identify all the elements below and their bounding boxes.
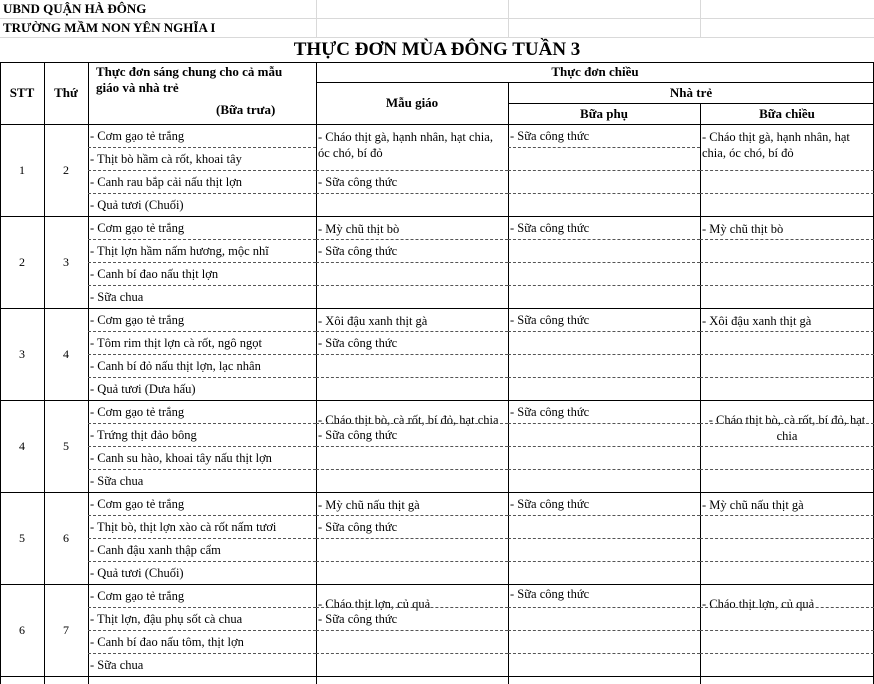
row-dash-separator [700, 515, 874, 516]
row-dash-separator [700, 377, 874, 378]
bua-phu-dish: - Sữa công thức [510, 497, 590, 511]
bua-chieu-dish: - Cháo thịt bò, cà rốt, bí đỏ, hạt chia [708, 413, 866, 443]
morning-dish: - Thịt lợn, đậu phụ sốt cà chua [90, 612, 243, 626]
row-dash-separator [700, 354, 874, 355]
bua-phu-dish: - Sữa công thức [510, 313, 590, 327]
row-dash-separator [508, 423, 700, 424]
row-dash-separator [508, 285, 700, 286]
stt-cell: 6 [19, 623, 25, 637]
mau-giao-milk: - Sữa công thức [318, 175, 398, 189]
bua-phu-dish: - Sữa công thức [510, 587, 590, 601]
morning-dish: - Thịt lợn hầm nấm hương, mộc nhĩ [90, 244, 269, 258]
row-dash-separator [88, 331, 316, 332]
thu-cell: 6 [63, 531, 69, 545]
morning-dish: - Tôm rim thịt lợn cà rốt, ngô ngọt [90, 336, 262, 350]
row-dash-separator [700, 446, 874, 447]
menu-title: THỰC ĐƠN MÙA ĐÔNG TUẦN 3 [293, 39, 581, 60]
table-border [0, 584, 874, 585]
morning-dish: - Thịt bò hầm cà rốt, khoai tây [90, 152, 242, 166]
stt-cell: 3 [19, 347, 25, 361]
row-dash-separator [508, 354, 700, 355]
mau-giao-milk: - Sữa công thức [318, 520, 398, 534]
mau-giao-milk: - Sữa công thức [318, 336, 398, 350]
table-border [508, 103, 874, 104]
col-header-morning [88, 64, 316, 124]
morning-dish: - Quả tươi (Dưa hấu) [90, 382, 196, 396]
col-header-thu: Thứ [54, 85, 78, 100]
header-gridline [700, 0, 701, 38]
col-header-morning-line2: giáo và nhà trẻ [96, 80, 179, 95]
row-dash-separator [316, 193, 508, 194]
row-dash-separator [700, 561, 874, 562]
row-dash-separator [316, 354, 508, 355]
table-border [0, 308, 874, 309]
row-dash-separator [508, 538, 700, 539]
thu-cell: 7 [63, 623, 69, 637]
row-dash-separator [88, 423, 316, 424]
row-dash-separator [316, 423, 508, 424]
row-dash-separator [700, 262, 874, 263]
bua-chieu-dish: - Cháo thịt lợn, củ quả [702, 597, 815, 611]
row-dash-separator [316, 515, 508, 516]
row-dash-separator [316, 377, 508, 378]
table-border [0, 216, 874, 217]
col-header-mau-giao: Mẫu giáo [385, 95, 439, 110]
mau-giao-dish: - Xôi đậu xanh thịt gà [318, 314, 428, 328]
bua-chieu-dish: - Mỳ chũ thịt bò [702, 222, 784, 236]
stt-cell: 4 [19, 439, 25, 453]
morning-dish: - Quả tươi (Chuối) [90, 198, 184, 212]
morning-dish: - Cơm gạo tẻ trắng [90, 221, 185, 235]
morning-dish: - Thịt bò, thịt lợn xào cà rốt nấm tươi [90, 520, 277, 534]
col-header-bua-chieu: Bữa chiều [759, 106, 815, 121]
row-dash-separator [88, 193, 316, 194]
thu-cell: 3 [63, 255, 69, 269]
row-dash-separator [88, 377, 316, 378]
row-dash-separator [316, 446, 508, 447]
table-border [316, 82, 874, 83]
row-dash-separator [508, 239, 700, 240]
row-dash-separator [700, 423, 874, 424]
row-dash-separator [88, 630, 316, 631]
morning-dish: - Cơm gạo tẻ trắng [90, 129, 185, 143]
morning-dish: - Trứng thịt đảo bông [90, 428, 197, 442]
table-border [0, 124, 874, 125]
school-name: TRƯỜNG MẦM NON YÊN NGHĨA I [3, 20, 216, 35]
row-dash-separator [88, 469, 316, 470]
row-dash-separator [508, 561, 700, 562]
mau-giao-milk: - Sữa công thức [318, 244, 398, 258]
row-dash-separator [700, 607, 874, 608]
mau-giao-milk: - Sữa công thức [318, 612, 398, 626]
row-dash-separator [88, 607, 316, 608]
row-dash-separator [508, 607, 700, 608]
header-gridline [508, 0, 509, 38]
row-dash-separator [700, 285, 874, 286]
district-label: UBND QUẬN HÀ ĐÔNG [3, 1, 147, 16]
row-dash-separator [700, 170, 874, 171]
stt-cell: 5 [19, 531, 25, 545]
bua-phu-dish: - Sữa công thức [510, 129, 590, 143]
row-dash-separator [508, 147, 700, 148]
row-dash-separator [316, 331, 508, 332]
row-dash-separator [508, 630, 700, 631]
stt-cell: 2 [19, 255, 25, 269]
col-header-morning-line3: (Bữa trưa) [216, 102, 276, 117]
row-dash-separator [88, 515, 316, 516]
row-dash-separator [88, 446, 316, 447]
thu-cell: 5 [63, 439, 69, 453]
morning-dish: - Sữa chua [90, 474, 144, 488]
row-dash-separator [316, 239, 508, 240]
row-dash-separator [508, 515, 700, 516]
row-dash-separator [316, 630, 508, 631]
row-dash-separator [88, 262, 316, 263]
morning-dish: - Canh bí đao nấu tôm, thịt lợn [90, 635, 244, 649]
row-dash-separator [700, 469, 874, 470]
mau-giao-dish: - Cháo thịt lợn, củ quả [318, 597, 431, 611]
mau-giao-milk: - Sữa công thức [318, 428, 398, 442]
morning-dish: - Cơm gạo tẻ trắng [90, 313, 185, 327]
row-dash-separator [316, 262, 508, 263]
stt-cell: 1 [19, 163, 25, 177]
row-dash-separator [508, 331, 700, 332]
morning-dish: - Sữa chua [90, 290, 144, 304]
thu-cell: 4 [63, 347, 69, 361]
row-dash-separator [316, 469, 508, 470]
row-dash-separator [508, 193, 700, 194]
mau-giao-dish: - Mỳ chũ thịt bò [318, 222, 400, 236]
col-header-stt: STT [9, 85, 35, 100]
mau-giao-dish: - Cháo thịt gà, hạnh nhân, hạt chia, óc chó, bí đỏ [318, 130, 493, 160]
morning-dish: - Canh rau bắp cải nấu thịt lợn [90, 175, 243, 189]
row-dash-separator [508, 170, 700, 171]
morning-dish: - Cơm gạo tẻ trắng [90, 497, 185, 511]
table-border [0, 62, 874, 63]
row-dash-separator [316, 607, 508, 608]
row-dash-separator [700, 653, 874, 654]
table-border [700, 103, 701, 684]
row-dash-separator [88, 147, 316, 148]
row-dash-separator [88, 653, 316, 654]
morning-dish: - Cơm gạo tẻ trắng [90, 405, 185, 419]
col-header-nha-tre: Nhà trẻ [669, 85, 713, 100]
row-dash-separator [508, 262, 700, 263]
row-dash-separator [508, 446, 700, 447]
morning-dish: - Canh bí đao nấu thịt lợn [90, 267, 219, 281]
col-header-afternoon: Thực đơn chiều [551, 64, 639, 79]
row-dash-separator [508, 469, 700, 470]
header-gridline [0, 18, 874, 19]
bua-chieu-dish: - Mỳ chũ nấu thịt gà [702, 498, 804, 512]
table-border [0, 492, 874, 493]
row-dash-separator [700, 193, 874, 194]
row-dash-separator [88, 561, 316, 562]
row-dash-separator [88, 354, 316, 355]
row-dash-separator [88, 170, 316, 171]
row-dash-separator [88, 285, 316, 286]
bua-phu-dish: - Sữa công thức [510, 405, 590, 419]
mau-giao-dish: - Mỳ chũ nấu thịt gà [318, 498, 420, 512]
mau-giao-dish: - Cháo thịt bò, cà rốt, bí đỏ, hạt chia [318, 413, 499, 427]
table-border [508, 82, 509, 684]
morning-dish: - Sữa chua [90, 658, 144, 672]
bua-phu-dish: - Sữa công thức [510, 221, 590, 235]
table-border [0, 400, 874, 401]
row-dash-separator [316, 561, 508, 562]
row-dash-separator [316, 653, 508, 654]
row-dash-separator [316, 285, 508, 286]
row-dash-separator [700, 239, 874, 240]
table-border [316, 62, 317, 684]
thu-cell: 2 [63, 163, 69, 177]
morning-dish: - Cơm gạo tẻ trắng [90, 589, 185, 603]
morning-dish: - Canh bí đỏ nấu thịt lợn, lạc nhân [90, 359, 261, 373]
col-header-bua-phu: Bữa phụ [580, 106, 628, 121]
morning-dish: - Quả tươi (Chuối) [90, 566, 184, 580]
row-dash-separator [700, 538, 874, 539]
row-dash-separator [316, 170, 508, 171]
row-dash-separator [700, 331, 874, 332]
row-dash-separator [88, 538, 316, 539]
bua-chieu-dish: - Xôi đậu xanh thịt gà [702, 314, 812, 328]
row-dash-separator [88, 239, 316, 240]
morning-dish: - Canh su hào, khoai tây nấu thịt lợn [90, 451, 272, 465]
table-border [88, 62, 89, 684]
header-gridline [316, 0, 317, 38]
row-dash-separator [508, 653, 700, 654]
col-header-morning-line1: Thực đơn sáng chung cho cả mẫu [96, 64, 283, 79]
bua-chieu-dish: - Cháo thịt gà, hạnh nhân, hạt chia, óc chó, bí đỏ [702, 130, 850, 160]
table-border [0, 676, 874, 677]
morning-dish: - Canh đậu xanh thập cẩm [90, 543, 221, 557]
row-dash-separator [508, 377, 700, 378]
row-dash-separator [316, 538, 508, 539]
row-dash-separator [700, 630, 874, 631]
